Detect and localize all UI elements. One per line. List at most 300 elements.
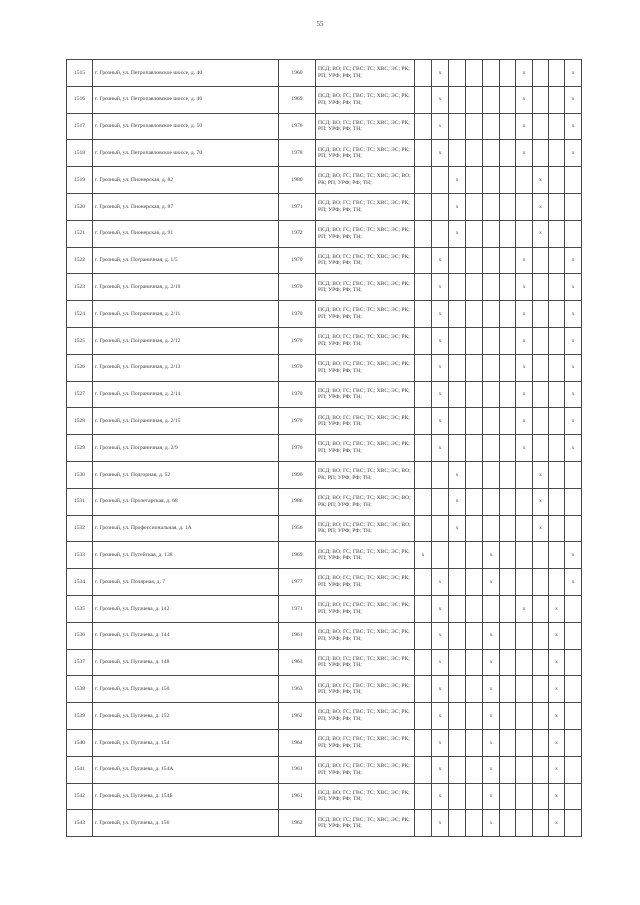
mark-cell: x	[432, 676, 449, 703]
mark-cell: x	[432, 703, 449, 730]
mark-cell: x	[432, 595, 449, 622]
mark-cell: x	[565, 60, 582, 87]
mark-cell	[500, 649, 516, 676]
mark-cell	[415, 381, 432, 408]
mark-cell	[466, 86, 483, 113]
mark-cell	[466, 301, 483, 328]
mark-cell: x	[449, 461, 466, 488]
mark-cell	[500, 113, 516, 140]
mark-cell	[516, 676, 533, 703]
mark-cell	[466, 676, 483, 703]
table-row	[67, 381, 582, 408]
mark-cell: x	[516, 381, 533, 408]
building-address: г. Грозный, ул. Путейская, д. 138	[93, 542, 279, 569]
construction-year: 1986	[279, 488, 316, 515]
mark-cell	[549, 220, 565, 247]
row-number: 1538	[67, 676, 93, 703]
mark-cell	[533, 649, 549, 676]
mark-cell	[500, 408, 516, 435]
table-row	[67, 515, 582, 542]
document-codes: ПСД; ВО; ГС; ГВС; ТС; ХВС; ЭС; РК; РП; УРФ; РФ; ТН;	[316, 569, 415, 596]
construction-year: 1990	[279, 461, 316, 488]
mark-cell	[500, 569, 516, 596]
mark-cell: x	[432, 622, 449, 649]
mark-cell	[432, 193, 449, 220]
mark-cell: x	[432, 810, 449, 837]
row-number: 1540	[67, 729, 93, 756]
mark-cell	[415, 622, 432, 649]
mark-cell	[565, 595, 582, 622]
mark-cell: x	[432, 113, 449, 140]
mark-cell	[516, 515, 533, 542]
mark-cell	[415, 354, 432, 381]
mark-cell: x	[533, 193, 549, 220]
mark-cell	[466, 327, 483, 354]
mark-cell	[500, 327, 516, 354]
building-address: г. Грозный, ул. Петропавловское шоссе, д. 70	[93, 140, 279, 167]
mark-cell: x	[516, 113, 533, 140]
mark-cell	[415, 327, 432, 354]
construction-year: 1970	[279, 247, 316, 274]
mark-cell	[549, 542, 565, 569]
mark-cell: x	[432, 756, 449, 783]
construction-year: 1972	[279, 220, 316, 247]
mark-cell	[466, 488, 483, 515]
mark-cell	[516, 542, 533, 569]
mark-cell	[533, 435, 549, 462]
mark-cell: x	[549, 783, 565, 810]
page-number: 55	[316, 20, 324, 28]
mark-cell	[549, 461, 565, 488]
row-number: 1516	[67, 86, 93, 113]
document-codes: ПСД; ВО; ГС; ГВС; ТС; ХВС; ЭС; РК; РП; УРФ; РФ; ТН;	[316, 595, 415, 622]
construction-year: 1977	[279, 569, 316, 596]
mark-cell	[449, 783, 466, 810]
building-address: г. Грозный, ул. Пугачева, д. 144	[93, 622, 279, 649]
mark-cell	[483, 381, 500, 408]
mark-cell	[415, 301, 432, 328]
mark-cell: x	[565, 327, 582, 354]
document-codes: ПСД; ВО; ГС; ГВС; ТС; ХВС; ЭС; ВО; РК; РП; УРФ; РФ; ТН;	[316, 515, 415, 542]
mark-cell	[483, 193, 500, 220]
mark-cell	[500, 515, 516, 542]
document-codes: ПСД; ВО; ГС; ГВС; ТС; ХВС; ЭС; ВО; РК; РП; УРФ; РФ; ТН;	[316, 167, 415, 194]
mark-cell	[466, 167, 483, 194]
mark-cell: x	[432, 327, 449, 354]
mark-cell	[432, 515, 449, 542]
mark-cell: x	[432, 435, 449, 462]
construction-year: 1970	[279, 327, 316, 354]
table-row	[67, 60, 582, 87]
mark-cell	[466, 595, 483, 622]
mark-cell: x	[549, 810, 565, 837]
construction-year: 1962	[279, 810, 316, 837]
mark-cell	[415, 649, 432, 676]
mark-cell	[549, 113, 565, 140]
mark-cell	[500, 622, 516, 649]
mark-cell	[415, 676, 432, 703]
mark-cell: x	[449, 220, 466, 247]
mark-cell	[549, 515, 565, 542]
mark-cell	[500, 488, 516, 515]
mark-cell	[533, 60, 549, 87]
construction-year: 1963	[279, 676, 316, 703]
row-number: 1536	[67, 622, 93, 649]
mark-cell	[565, 810, 582, 837]
mark-cell	[516, 649, 533, 676]
row-number: 1541	[67, 756, 93, 783]
mark-cell: x	[549, 622, 565, 649]
building-address: г. Грозный, ул. Петропавловское шоссе, д. 46	[93, 86, 279, 113]
document-codes: ПСД; ВО; ГС; ГВС; ТС; ХВС; ЭС; РК; РП; УРФ; РФ; ТН;	[316, 542, 415, 569]
mark-cell	[500, 354, 516, 381]
document-codes: ПСД; ВО; ГС; ГВС; ТС; ХВС; ЭС; РК; РП; УРФ; РФ; ТН;	[316, 193, 415, 220]
mark-cell	[533, 247, 549, 274]
building-address: г. Грозный, ул. Пограничная, д. 2/11	[93, 301, 279, 328]
mark-cell	[549, 354, 565, 381]
construction-year: 1971	[279, 193, 316, 220]
mark-cell	[533, 595, 549, 622]
mark-cell	[549, 247, 565, 274]
mark-cell	[516, 167, 533, 194]
row-number: 1529	[67, 435, 93, 462]
table-row	[67, 569, 582, 596]
table-row	[67, 649, 582, 676]
mark-cell	[483, 113, 500, 140]
mark-cell: x	[516, 140, 533, 167]
mark-cell	[500, 193, 516, 220]
mark-cell	[533, 113, 549, 140]
mark-cell	[466, 461, 483, 488]
mark-cell: x	[483, 756, 500, 783]
row-number: 1521	[67, 220, 93, 247]
table-row	[67, 167, 582, 194]
mark-cell	[500, 703, 516, 730]
row-number: 1535	[67, 595, 93, 622]
mark-cell	[565, 756, 582, 783]
row-number: 1524	[67, 301, 93, 328]
construction-year: 1980	[279, 167, 316, 194]
mark-cell: x	[483, 783, 500, 810]
mark-cell	[449, 703, 466, 730]
building-address: г. Грозный, ул. Пионерская, д. 91	[93, 220, 279, 247]
mark-cell: x	[565, 140, 582, 167]
mark-cell: x	[432, 569, 449, 596]
mark-cell	[466, 193, 483, 220]
mark-cell: x	[565, 113, 582, 140]
mark-cell	[549, 86, 565, 113]
mark-cell	[449, 542, 466, 569]
mark-cell	[500, 167, 516, 194]
mark-cell	[549, 301, 565, 328]
mark-cell	[516, 622, 533, 649]
mark-cell	[415, 569, 432, 596]
mark-cell	[449, 729, 466, 756]
mark-cell	[483, 408, 500, 435]
construction-year: 1961	[279, 622, 316, 649]
row-number: 1519	[67, 167, 93, 194]
table-row	[67, 435, 582, 462]
construction-year: 1961	[279, 783, 316, 810]
row-number: 1542	[67, 783, 93, 810]
mark-cell	[432, 220, 449, 247]
mark-cell	[449, 86, 466, 113]
mark-cell: x	[432, 354, 449, 381]
mark-cell	[516, 193, 533, 220]
mark-cell: x	[432, 247, 449, 274]
mark-cell	[500, 247, 516, 274]
mark-cell	[533, 381, 549, 408]
mark-cell	[415, 810, 432, 837]
mark-cell	[516, 461, 533, 488]
mark-cell: x	[432, 301, 449, 328]
document-codes: ПСД; ВО; ГС; ГВС; ТС; ХВС; ЭС; РК; РП; УРФ; РФ; ТН;	[316, 622, 415, 649]
mark-cell	[533, 327, 549, 354]
housing-register-table	[66, 59, 582, 837]
mark-cell	[549, 60, 565, 87]
mark-cell: x	[516, 86, 533, 113]
mark-cell: x	[483, 676, 500, 703]
document-codes: ПСД; ВО; ГС; ГВС; ТС; ХВС; ЭС; РК; РП; УРФ; РФ; ТН;	[316, 113, 415, 140]
building-address: г. Грозный, ул. Пугачева, д. 148	[93, 649, 279, 676]
mark-cell	[415, 595, 432, 622]
construction-year: 1970	[279, 435, 316, 462]
mark-cell	[500, 676, 516, 703]
document-codes: ПСД; ВО; ГС; ГВС; ТС; ХВС; ЭС; РК; РП; УРФ; РФ; ТН;	[316, 381, 415, 408]
table-row	[67, 193, 582, 220]
mark-cell: x	[549, 595, 565, 622]
mark-cell: x	[483, 542, 500, 569]
mark-cell	[466, 569, 483, 596]
mark-cell	[565, 783, 582, 810]
row-number: 1525	[67, 327, 93, 354]
building-address: г. Грозный, ул. Пограничная, д. 2/15	[93, 408, 279, 435]
document-codes: ПСД; ВО; ГС; ГВС; ТС; ХВС; ЭС; РК; РП; УРФ; РФ; ТН;	[316, 676, 415, 703]
table-row	[67, 729, 582, 756]
building-address: г. Грозный, ул. Пограничная, д. 2/10	[93, 274, 279, 301]
document-codes: ПСД; ВО; ГС; ГВС; ТС; ХВС; ЭС; РК; РП; УРФ; РФ; ТН;	[316, 354, 415, 381]
mark-cell	[415, 60, 432, 87]
mark-cell: x	[449, 515, 466, 542]
mark-cell	[549, 435, 565, 462]
construction-year: 1970	[279, 408, 316, 435]
mark-cell	[516, 220, 533, 247]
construction-year: 1970	[279, 301, 316, 328]
mark-cell	[500, 274, 516, 301]
document-codes: ПСД; ВО; ГС; ГВС; ТС; ХВС; ЭС; РК; РП; УРФ; РФ; ТН;	[316, 220, 415, 247]
mark-cell	[415, 193, 432, 220]
mark-cell	[466, 274, 483, 301]
mark-cell	[565, 167, 582, 194]
mark-cell	[449, 327, 466, 354]
mark-cell	[449, 354, 466, 381]
row-number: 1530	[67, 461, 93, 488]
mark-cell	[432, 167, 449, 194]
row-number: 1515	[67, 60, 93, 87]
mark-cell: x	[549, 729, 565, 756]
mark-cell: x	[449, 193, 466, 220]
mark-cell	[449, 301, 466, 328]
mark-cell: x	[483, 703, 500, 730]
building-address: г. Грозный, ул. Полярная, д. 7	[93, 569, 279, 596]
mark-cell: x	[432, 274, 449, 301]
mark-cell	[449, 676, 466, 703]
mark-cell	[533, 756, 549, 783]
mark-cell: x	[565, 381, 582, 408]
mark-cell	[549, 167, 565, 194]
mark-cell	[565, 622, 582, 649]
construction-year: 1970	[279, 381, 316, 408]
document-codes: ПСД; ВО; ГС; ГВС; ТС; ХВС; ЭС; ВО; РК; РП; УРФ; РФ; ТН;	[316, 461, 415, 488]
document-codes: ПСД; ВО; ГС; ГВС; ТС; ХВС; ЭС; РК; РП; УРФ; РФ; ТН;	[316, 435, 415, 462]
mark-cell	[500, 381, 516, 408]
building-address: г. Грозный, ул. Петропавловское шоссе, д. 40	[93, 60, 279, 87]
mark-cell	[500, 60, 516, 87]
building-address: г. Грозный, ул. Пролетарская, д. 68	[93, 488, 279, 515]
table-row	[67, 86, 582, 113]
mark-cell	[466, 113, 483, 140]
mark-cell	[466, 247, 483, 274]
construction-year: 1956	[279, 515, 316, 542]
table-row	[67, 810, 582, 837]
mark-cell: x	[432, 729, 449, 756]
mark-cell	[500, 435, 516, 462]
row-number: 1520	[67, 193, 93, 220]
construction-year: 1964	[279, 729, 316, 756]
document-codes: ПСД; ВО; ГС; ГВС; ТС; ХВС; ЭС; РК; РП; УРФ; РФ; ТН;	[316, 756, 415, 783]
mark-cell: x	[516, 247, 533, 274]
mark-cell: x	[516, 435, 533, 462]
mark-cell: x	[516, 274, 533, 301]
table-row	[67, 247, 582, 274]
row-number: 1537	[67, 649, 93, 676]
document-codes: ПСД; ВО; ГС; ГВС; ТС; ХВС; ЭС; РК; РП; УРФ; РФ; ТН;	[316, 729, 415, 756]
mark-cell	[516, 703, 533, 730]
mark-cell	[466, 622, 483, 649]
document-codes: ПСД; ВО; ГС; ГВС; ТС; ХВС; ЭС; РК; РП; УРФ; РФ; ТН;	[316, 327, 415, 354]
mark-cell	[449, 622, 466, 649]
row-number: 1523	[67, 274, 93, 301]
mark-cell	[483, 461, 500, 488]
mark-cell	[516, 729, 533, 756]
mark-cell: x	[565, 569, 582, 596]
mark-cell	[533, 569, 549, 596]
mark-cell	[533, 676, 549, 703]
mark-cell	[500, 301, 516, 328]
mark-cell	[500, 140, 516, 167]
mark-cell	[415, 783, 432, 810]
mark-cell: x	[516, 354, 533, 381]
document-codes: ПСД; ВО; ГС; ГВС; ТС; ХВС; ЭС; РК; РП; УРФ; РФ; ТН;	[316, 783, 415, 810]
mark-cell	[500, 542, 516, 569]
mark-cell	[449, 408, 466, 435]
mark-cell: x	[533, 461, 549, 488]
document-codes: ПСД; ВО; ГС; ГВС; ТС; ХВС; ЭС; РК; РП; УРФ; РФ; ТН;	[316, 60, 415, 87]
mark-cell	[466, 729, 483, 756]
table-row	[67, 461, 582, 488]
table-row	[67, 783, 582, 810]
mark-cell: x	[533, 515, 549, 542]
mark-cell	[565, 220, 582, 247]
mark-cell: x	[565, 542, 582, 569]
row-number: 1533	[67, 542, 93, 569]
mark-cell	[415, 247, 432, 274]
mark-cell	[466, 60, 483, 87]
document-codes: ПСД; ВО; ГС; ГВС; ТС; ХВС; ЭС; РК; РП; УРФ; РФ; ТН;	[316, 408, 415, 435]
mark-cell: x	[565, 354, 582, 381]
mark-cell	[415, 220, 432, 247]
mark-cell	[449, 435, 466, 462]
building-address: г. Грозный, ул. Пограничная, д. 1/5	[93, 247, 279, 274]
mark-cell	[533, 622, 549, 649]
building-address: г. Грозный, ул. Пугачева, д. 150	[93, 676, 279, 703]
mark-cell	[533, 729, 549, 756]
mark-cell	[533, 408, 549, 435]
mark-cell: x	[483, 810, 500, 837]
mark-cell	[466, 354, 483, 381]
mark-cell: x	[432, 408, 449, 435]
mark-cell: x	[483, 729, 500, 756]
row-number: 1527	[67, 381, 93, 408]
row-number: 1532	[67, 515, 93, 542]
mark-cell	[449, 113, 466, 140]
mark-cell	[415, 461, 432, 488]
mark-cell	[466, 435, 483, 462]
mark-cell	[549, 569, 565, 596]
construction-year: 1962	[279, 703, 316, 730]
mark-cell	[415, 167, 432, 194]
mark-cell	[449, 140, 466, 167]
mark-cell	[565, 649, 582, 676]
mark-cell	[415, 515, 432, 542]
mark-cell	[516, 488, 533, 515]
mark-cell: x	[483, 622, 500, 649]
mark-cell: x	[449, 167, 466, 194]
mark-cell	[432, 542, 449, 569]
mark-cell	[483, 274, 500, 301]
mark-cell	[449, 381, 466, 408]
document-codes: ПСД; ВО; ГС; ГВС; ТС; ХВС; ЭС; РК; РП; УРФ; РФ; ТН;	[316, 247, 415, 274]
mark-cell	[449, 810, 466, 837]
document-codes: ПСД; ВО; ГС; ГВС; ТС; ХВС; ЭС; РК; РП; УРФ; РФ; ТН;	[316, 301, 415, 328]
table-row	[67, 140, 582, 167]
table-row	[67, 488, 582, 515]
mark-cell	[533, 810, 549, 837]
mark-cell	[565, 461, 582, 488]
building-address: г. Грозный, ул. Пугачева, д. 156	[93, 810, 279, 837]
mark-cell	[415, 488, 432, 515]
construction-year: 1971	[279, 595, 316, 622]
table-row	[67, 274, 582, 301]
row-number: 1528	[67, 408, 93, 435]
mark-cell: x	[565, 408, 582, 435]
mark-cell	[415, 274, 432, 301]
building-address: г. Грозный, ул. Пугачева, д. 154А	[93, 756, 279, 783]
construction-year: 1961	[279, 756, 316, 783]
mark-cell: x	[432, 649, 449, 676]
document-codes: ПСД; ВО; ГС; ГВС; ТС; ХВС; ЭС; ВО; РК; РП; УРФ; РФ; ТН;	[316, 488, 415, 515]
mark-cell	[500, 595, 516, 622]
mark-cell: x	[565, 435, 582, 462]
building-address: г. Грозный, ул. Пугачева, д. 152	[93, 703, 279, 730]
mark-cell: x	[516, 327, 533, 354]
mark-cell	[466, 542, 483, 569]
document-codes: ПСД; ВО; ГС; ГВС; ТС; ХВС; ЭС; РК; РП; УРФ; РФ; ТН;	[316, 649, 415, 676]
mark-cell	[466, 756, 483, 783]
mark-cell: x	[565, 247, 582, 274]
mark-cell	[415, 729, 432, 756]
mark-cell	[466, 783, 483, 810]
